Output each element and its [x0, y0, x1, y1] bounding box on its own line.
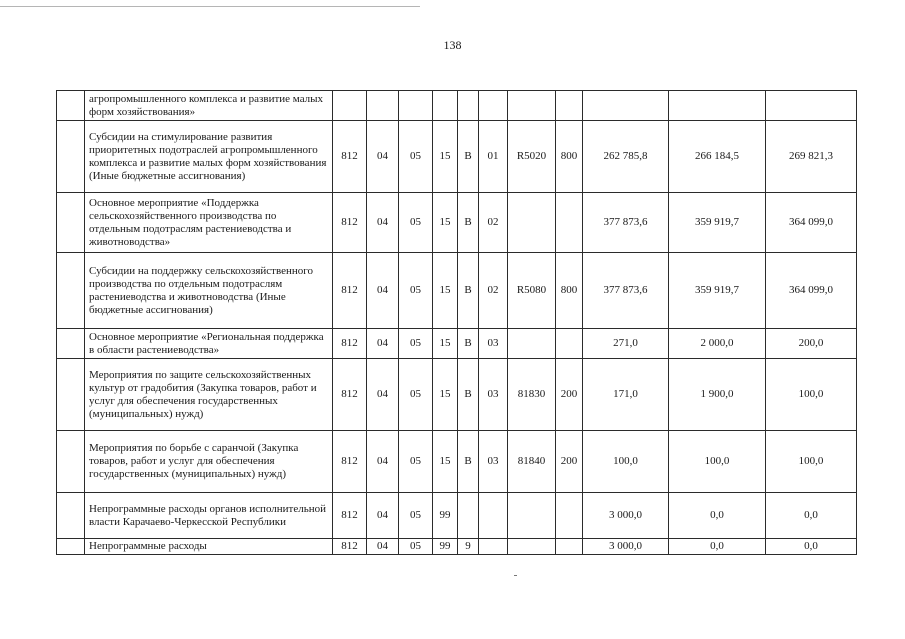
table-row [57, 431, 857, 493]
subprogram-code [458, 91, 479, 121]
activity-code [479, 539, 508, 555]
subsection-code: 05 [399, 329, 433, 359]
direction-code: R5020 [508, 121, 556, 193]
expense-type: 200 [556, 431, 583, 493]
expense-type [556, 329, 583, 359]
admin-code: 812 [333, 253, 367, 329]
subprogram-code: В [458, 253, 479, 329]
expense-type: 800 [556, 121, 583, 193]
expense-type: 800 [556, 253, 583, 329]
amount-year-3: 364 099,0 [766, 253, 857, 329]
activity-code: 03 [479, 359, 508, 431]
section-code [367, 91, 399, 121]
budget-table [56, 90, 857, 555]
amount-year-1: 271,0 [583, 329, 669, 359]
direction-code [508, 91, 556, 121]
item-name: агропромышленного комплекса и развитие малых форм хозяйствования» [85, 91, 333, 121]
program-code: 15 [433, 431, 458, 493]
subsection-code: 05 [399, 193, 433, 253]
amount-year-3: 0,0 [766, 539, 857, 555]
table-row [57, 329, 857, 359]
table-row [57, 121, 857, 193]
direction-code: 81840 [508, 431, 556, 493]
activity-code: 02 [479, 253, 508, 329]
amount-year-3: 0,0 [766, 493, 857, 539]
amount-year-3: 200,0 [766, 329, 857, 359]
item-name: Субсидии на стимулирование развития приоритетных подотраслей агропромышленного комплекса и развитие малых форм хозяйствования (Иные бюджетные ассигнования) [85, 121, 333, 193]
direction-code [508, 539, 556, 555]
section-code: 04 [367, 359, 399, 431]
section-code: 04 [367, 193, 399, 253]
amount-year-2: 0,0 [669, 493, 766, 539]
amount-year-2: 359 919,7 [669, 193, 766, 253]
spacer-cell [57, 193, 85, 253]
admin-code: 812 [333, 121, 367, 193]
amount-year-2: 359 919,7 [669, 253, 766, 329]
amount-year-3: 100,0 [766, 431, 857, 493]
spacer-cell [57, 539, 85, 555]
direction-code [508, 329, 556, 359]
amount-year-3: 100,0 [766, 359, 857, 431]
subprogram-code [458, 493, 479, 539]
subprogram-code: В [458, 329, 479, 359]
program-code: 99 [433, 539, 458, 555]
subsection-code [399, 91, 433, 121]
activity-code: 02 [479, 193, 508, 253]
activity-code [479, 493, 508, 539]
direction-code [508, 193, 556, 253]
program-code: 99 [433, 493, 458, 539]
item-name: Основное мероприятие «Региональная поддержка в области растениеводства» [85, 329, 333, 359]
subsection-code: 05 [399, 359, 433, 431]
item-name: Мероприятия по защите сельскохозяйственных культур от градобития (Закупка товаров, работ и услуг для обеспечения государственных (муниципальных) нужд) [85, 359, 333, 431]
spacer-cell [57, 431, 85, 493]
amount-year-3: 364 099,0 [766, 193, 857, 253]
program-code: 15 [433, 253, 458, 329]
table-row [57, 493, 857, 539]
amount-year-1: 171,0 [583, 359, 669, 431]
amount-year-1: 377 873,6 [583, 253, 669, 329]
item-name: Мероприятия по борьбе с саранчой (Закупка товаров, работ и услуг для обеспечения государственных (муниципальных) нужд) [85, 431, 333, 493]
top-rule [0, 6, 420, 7]
item-name: Непрограммные расходы органов исполнительной власти Карачаево-Черкесской Республики [85, 493, 333, 539]
amount-year-2: 0,0 [669, 539, 766, 555]
amount-year-1 [583, 91, 669, 121]
admin-code: 812 [333, 329, 367, 359]
amount-year-1: 377 873,6 [583, 193, 669, 253]
amount-year-2: 2 000,0 [669, 329, 766, 359]
direction-code: 81830 [508, 359, 556, 431]
subsection-code: 05 [399, 539, 433, 555]
subsection-code: 05 [399, 253, 433, 329]
section-code: 04 [367, 539, 399, 555]
admin-code: 812 [333, 359, 367, 431]
section-code: 04 [367, 253, 399, 329]
amount-year-2: 100,0 [669, 431, 766, 493]
expense-type [556, 539, 583, 555]
amount-year-2: 1 900,0 [669, 359, 766, 431]
direction-code [508, 493, 556, 539]
expense-type [556, 493, 583, 539]
amount-year-1: 262 785,8 [583, 121, 669, 193]
activity-code: 03 [479, 431, 508, 493]
subsection-code: 05 [399, 431, 433, 493]
scan-speck [514, 575, 517, 576]
amount-year-1: 3 000,0 [583, 539, 669, 555]
spacer-cell [57, 329, 85, 359]
item-name: Непрограммные расходы [85, 539, 333, 555]
admin-code [333, 91, 367, 121]
amount-year-3 [766, 91, 857, 121]
table-row [57, 91, 857, 121]
section-code: 04 [367, 121, 399, 193]
spacer-cell [57, 253, 85, 329]
expense-type [556, 91, 583, 121]
activity-code [479, 91, 508, 121]
subprogram-code: В [458, 121, 479, 193]
table-row [57, 359, 857, 431]
amount-year-1: 3 000,0 [583, 493, 669, 539]
subsection-code: 05 [399, 121, 433, 193]
program-code: 15 [433, 193, 458, 253]
admin-code: 812 [333, 193, 367, 253]
section-code: 04 [367, 431, 399, 493]
section-code: 04 [367, 329, 399, 359]
table-row [57, 539, 857, 555]
amount-year-2 [669, 91, 766, 121]
admin-code: 812 [333, 493, 367, 539]
program-code: 15 [433, 359, 458, 431]
expense-type [556, 193, 583, 253]
spacer-cell [57, 91, 85, 121]
amount-year-3: 269 821,3 [766, 121, 857, 193]
subprogram-code: В [458, 359, 479, 431]
amount-year-1: 100,0 [583, 431, 669, 493]
admin-code: 812 [333, 431, 367, 493]
subprogram-code: В [458, 431, 479, 493]
amount-year-2: 266 184,5 [669, 121, 766, 193]
item-name: Субсидии на поддержку сельскохозяйственного производства по отдельным подотраслям растениеводства и животноводства (Иные бюджетные ассигнования) [85, 253, 333, 329]
activity-code: 01 [479, 121, 508, 193]
section-code: 04 [367, 493, 399, 539]
spacer-cell [57, 121, 85, 193]
direction-code: R5080 [508, 253, 556, 329]
subprogram-code: В [458, 193, 479, 253]
spacer-cell [57, 493, 85, 539]
expense-type: 200 [556, 359, 583, 431]
program-code: 15 [433, 121, 458, 193]
table-row [57, 253, 857, 329]
program-code [433, 91, 458, 121]
subsection-code: 05 [399, 493, 433, 539]
page-number: 138 [443, 38, 462, 52]
item-name: Основное мероприятие «Поддержка сельскохозяйственного производства по отдельным подотраслям растениеводства и животноводства» [85, 193, 333, 253]
admin-code: 812 [333, 539, 367, 555]
program-code: 15 [433, 329, 458, 359]
activity-code: 03 [479, 329, 508, 359]
spacer-cell [57, 359, 85, 431]
subprogram-code: 9 [458, 539, 479, 555]
table-row [57, 193, 857, 253]
